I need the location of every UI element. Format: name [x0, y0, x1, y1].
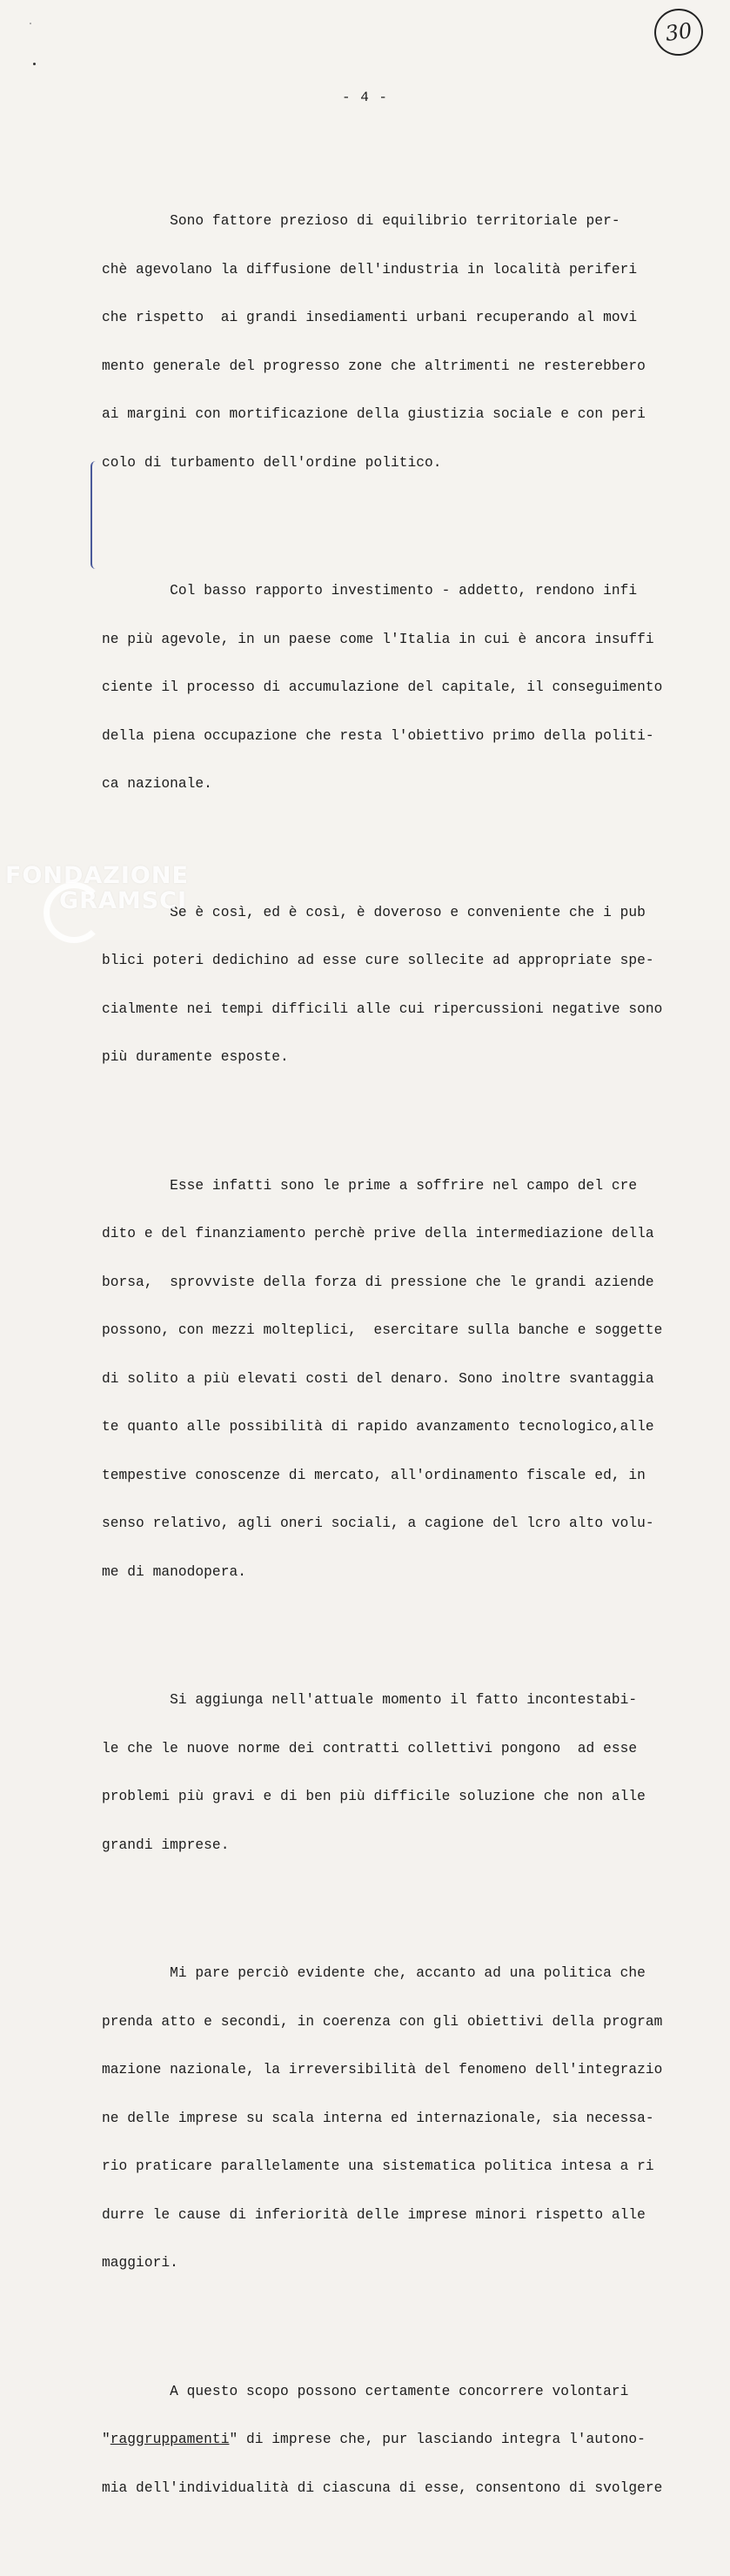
text-line: chè agevolano la diffusione dell'industria in località periferi [102, 261, 638, 278]
text-fragment: " di imprese che, pur lasciando integra l'autono- [229, 2432, 646, 2447]
text-line: blici poteri dedichino ad esse cure sollecite ad appropriate spe- [102, 953, 654, 968]
text-line: Esse infatti sono le prime a soffrire nel campo del cre [102, 1177, 638, 1194]
text-line: possono, con mezzi molteplici, esercitare sulla banche e soggette [102, 1322, 663, 1338]
text-line: Sono fattore prezioso di equilibrio territoriale per- [102, 213, 620, 229]
text-line: Mi pare perciò evidente che, accanto ad una politica che [102, 1965, 646, 1981]
watermark-logo-icon [44, 882, 104, 943]
paragraph [102, 181, 693, 503]
text-line: rio praticare parallelamente una sistematica politica intesa a ri [102, 2158, 654, 2174]
text-line [102, 2432, 693, 2448]
watermark-line: FONDAZIONE [5, 862, 189, 889]
text-line: senso relativo, agli oneri sociali, a cagione del lcro alto volu- [102, 1515, 654, 1531]
text-line: più duramente esposte. [102, 1049, 289, 1065]
ink-speck [30, 23, 31, 24]
text-line: maggiori. [102, 2255, 178, 2271]
text-line: Col basso rapporto investimento - addetto, rendono infi [102, 583, 638, 599]
text-line: ai margini con mortificazione della giustizia sociale e con peri [102, 406, 646, 422]
text-line: A questo scopo possono certamente concorrere volontari [102, 2383, 629, 2399]
text-line: ne delle imprese su scala interna ed internazionale, sia necessa- [102, 2110, 654, 2126]
text-line: prenda atto e secondi, in coerenza con gli obiettivi della program [102, 2013, 663, 2030]
text-line: che rispetto ai grandi insediamenti urbani recuperando al movi [102, 310, 638, 325]
text-line: mia dell'individualità di ciascuna di esse, consentono di svolgere [102, 2479, 663, 2496]
paragraph [102, 2352, 693, 2529]
underlined-term: raggruppamenti [110, 2432, 230, 2447]
handwritten-page-number [652, 5, 707, 58]
text-line: mazione nazionale, la irreversibilità del fenomeno dell'integrazio [102, 2062, 663, 2078]
text-line: le che le nuove norme dei contratti collettivi pongono ad esse [102, 1740, 638, 1756]
archive-watermark [5, 863, 189, 913]
paragraph [102, 1660, 693, 1885]
paragraph [102, 873, 693, 1098]
text-line: Si aggiunga nell'attuale momento il fatto incontestabi- [102, 1692, 638, 1708]
text-line: dito e del finanziamento perchè prive della intermediazione della [102, 1226, 654, 1241]
ink-speck [33, 63, 36, 65]
typed-body-text [102, 149, 693, 2576]
stamp-number: 30 [663, 18, 694, 46]
text-line: problemi più gravi e di ben più difficile soluzione che non alle [102, 1789, 646, 1804]
paragraph [102, 1146, 693, 1613]
text-line: ciente il processo di accumulazione del capitale, il conseguimento [102, 679, 663, 695]
page-number: - 4 - [341, 90, 388, 105]
paragraph [102, 551, 693, 825]
text-line: te quanto alle possibilità di rapido avanzamento tecnologico,alle [102, 1419, 654, 1435]
margin-bracket-mark [90, 461, 99, 569]
text-line: borsa, sprovviste della forza di pressione che le grandi aziende [102, 1274, 654, 1290]
text-line: colo di turbamento dell'ordine politico. [102, 454, 442, 471]
quote-open: " [102, 2432, 111, 2447]
text-line: ca nazionale. [102, 776, 212, 792]
text-line: ne più agevole, in un paese come l'Italia in cui è ancora insuffi [102, 631, 654, 647]
watermark-line: GRAMSCI [59, 887, 188, 914]
text-line: grandi imprese. [102, 1837, 230, 1853]
paragraph [102, 1933, 693, 2304]
text-line: cialmente nei tempi difficili alle cui ripercussioni negative sono [102, 1000, 663, 1017]
text-line: di solito a più elevati costi del denaro. Sono inoltre svantaggia [102, 1370, 654, 1387]
text-line: me di manodopera. [102, 1563, 246, 1580]
text-line: della piena occupazione che resta l'obiettivo primo della politi- [102, 727, 654, 744]
text-line: durre le cause di inferiorità delle imprese minori rispetto alle [102, 2206, 646, 2223]
text-line: tempestive conoscenze di mercato, all'ordinamento fiscale ed, in [102, 1467, 646, 1483]
text-line: mento generale del progresso zone che altrimenti ne resterebbero [102, 358, 646, 374]
text-line: Se è così, ed è così, è doveroso e conveniente che i pub [102, 904, 646, 920]
